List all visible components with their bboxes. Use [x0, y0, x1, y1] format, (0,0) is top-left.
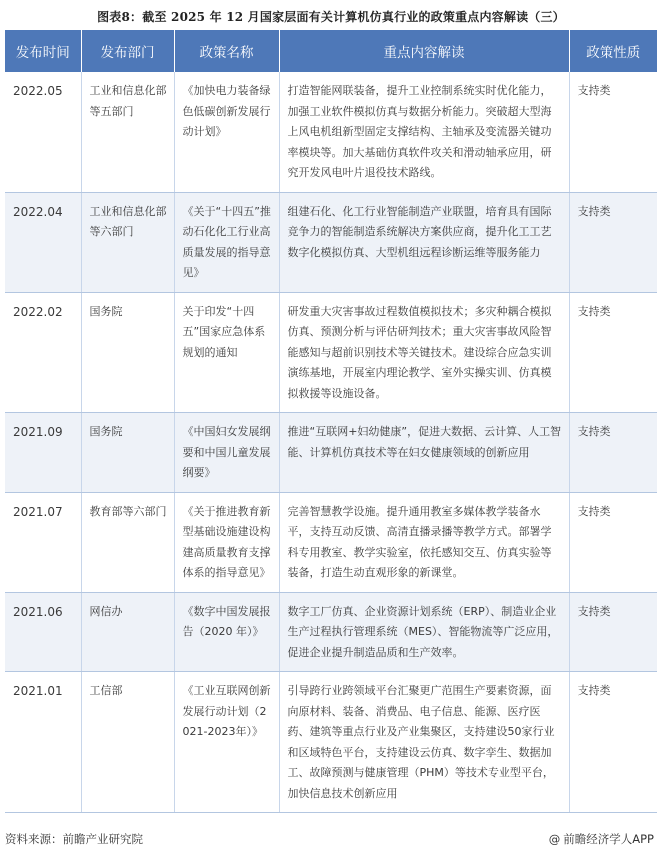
cell-date: 2021.06	[5, 592, 81, 672]
header-nature: 政策性质	[569, 30, 657, 72]
cell-department: 教育部等六部门	[81, 492, 174, 592]
table-row	[5, 192, 657, 292]
cell-policy-name: 《工业互联网创新发展行动计划（2021-2023年）》	[174, 672, 279, 813]
cell-nature: 支持类	[569, 492, 657, 592]
cell-nature: 支持类	[569, 292, 657, 413]
table-header-row	[5, 30, 657, 72]
cell-date: 2022.05	[5, 72, 81, 192]
cell-nature: 支持类	[569, 672, 657, 813]
table-row	[5, 72, 657, 192]
cell-content: 推进“互联网+妇幼健康”，促进大数据、云计算、人工智能、计算机仿真技术等在妇女健康领域的创新应用	[279, 413, 569, 493]
header-content: 重点内容解读	[279, 30, 569, 72]
brand-credit	[549, 831, 654, 847]
cell-department: 国务院	[81, 413, 174, 493]
cell-date: 2021.09	[5, 413, 81, 493]
table-row	[5, 413, 657, 493]
cell-nature: 支持类	[569, 72, 657, 192]
cell-policy-name: 《关于“十四五”推动石化化工行业高质量发展的指导意见》	[174, 192, 279, 292]
cell-policy-name: 关于印发“十四五”国家应急体系规划的通知	[174, 292, 279, 413]
cell-department: 网信办	[81, 592, 174, 672]
header-date: 发布时间	[5, 30, 81, 72]
brand-label: 前瞻经济学人APP	[563, 832, 654, 846]
cell-department: 工业和信息化部等六部门	[81, 192, 174, 292]
table-row	[5, 672, 657, 813]
cell-policy-name: 《关于推进教育新型基础设施建设构建高质量教育支撑体系的指导意见》	[174, 492, 279, 592]
cell-nature: 支持类	[569, 592, 657, 672]
cell-date: 2021.01	[5, 672, 81, 813]
cell-content: 研发重大灾害事故过程数值模拟技术；多灾种耦合模拟仿真、预测分析与评估研判技术；重大灾害事故风险智能感知与超前识别技术等关键技术。建设综合应急实训演练基地，开展室内理论教学、室外实操实训、仿真模拟救援等设施设备。	[279, 292, 569, 413]
at-icon: @	[548, 832, 561, 846]
table-row	[5, 592, 657, 672]
cell-content: 数字工厂仿真、企业资源计划系统（ERP）、制造业企业生产过程执行管理系统（MES）、智能物流等广泛应用，促进企业提升制造品质和生产效率。	[279, 592, 569, 672]
table-row	[5, 492, 657, 592]
cell-policy-name: 《数字中国发展报告（2020 年）》	[174, 592, 279, 672]
cell-date: 2022.02	[5, 292, 81, 413]
header-policy-name: 政策名称	[174, 30, 279, 72]
table-title: 图表8：截至 2025 年 12 月国家层面有关计算机仿真行业的政策重点内容解读（三）	[97, 10, 565, 24]
cell-date: 2022.04	[5, 192, 81, 292]
cell-policy-name: 《中国妇女发展纲要和中国儿童发展纲要》	[174, 413, 279, 493]
cell-date: 2021.07	[5, 492, 81, 592]
cell-content: 打造智能网联装备，提升工业控制系统实时优化能力，加强工业软件模拟仿真与数据分析能力。突破超大型海上风电机组新型固定支撑结构、主轴承及变流器关键功率模块等。加大基础仿真软件攻关和滑动轴承应用，研究开发风电叶片退役技术路线。	[279, 72, 569, 192]
table-row	[5, 292, 657, 413]
cell-policy-name: 《加快电力装备绿色低碳创新发展行动计划》	[174, 72, 279, 192]
source-note: 资料来源：前瞻产业研究院	[5, 832, 143, 846]
cell-content: 完善智慧教学设施。提升通用教室多媒体教学装备水平，支持互动反馈、高清直播录播等教学方式。部署学科专用教室、教学实验室，依托感知交互、仿真实验等装备，打造生动直观形象的新课堂。	[279, 492, 569, 592]
cell-department: 工信部	[81, 672, 174, 813]
cell-content: 组建石化、化工行业智能制造产业联盟，培育具有国际竞争力的智能制造系统解决方案供应商，提升化工工艺数字化模拟仿真、大型机组远程诊断运维等服务能力	[279, 192, 569, 292]
cell-nature: 支持类	[569, 413, 657, 493]
cell-department: 工业和信息化部等五部门	[81, 72, 174, 192]
policy-table	[5, 30, 657, 813]
cell-content: 引导跨行业跨领域平台汇聚更广范围生产要素资源，面向原材料、装备、消费品、电子信息、能源、医疗医药、建筑等重点行业及产业集聚区，支持建设50家行业和区域特色平台，支持建设云仿真、数字孪生、数据加工、故障预测与健康管理（PHM）等技术专业型平台，加快信息技术创新应用	[279, 672, 569, 813]
header-department: 发布部门	[81, 30, 174, 72]
cell-department: 国务院	[81, 292, 174, 413]
cell-nature: 支持类	[569, 192, 657, 292]
